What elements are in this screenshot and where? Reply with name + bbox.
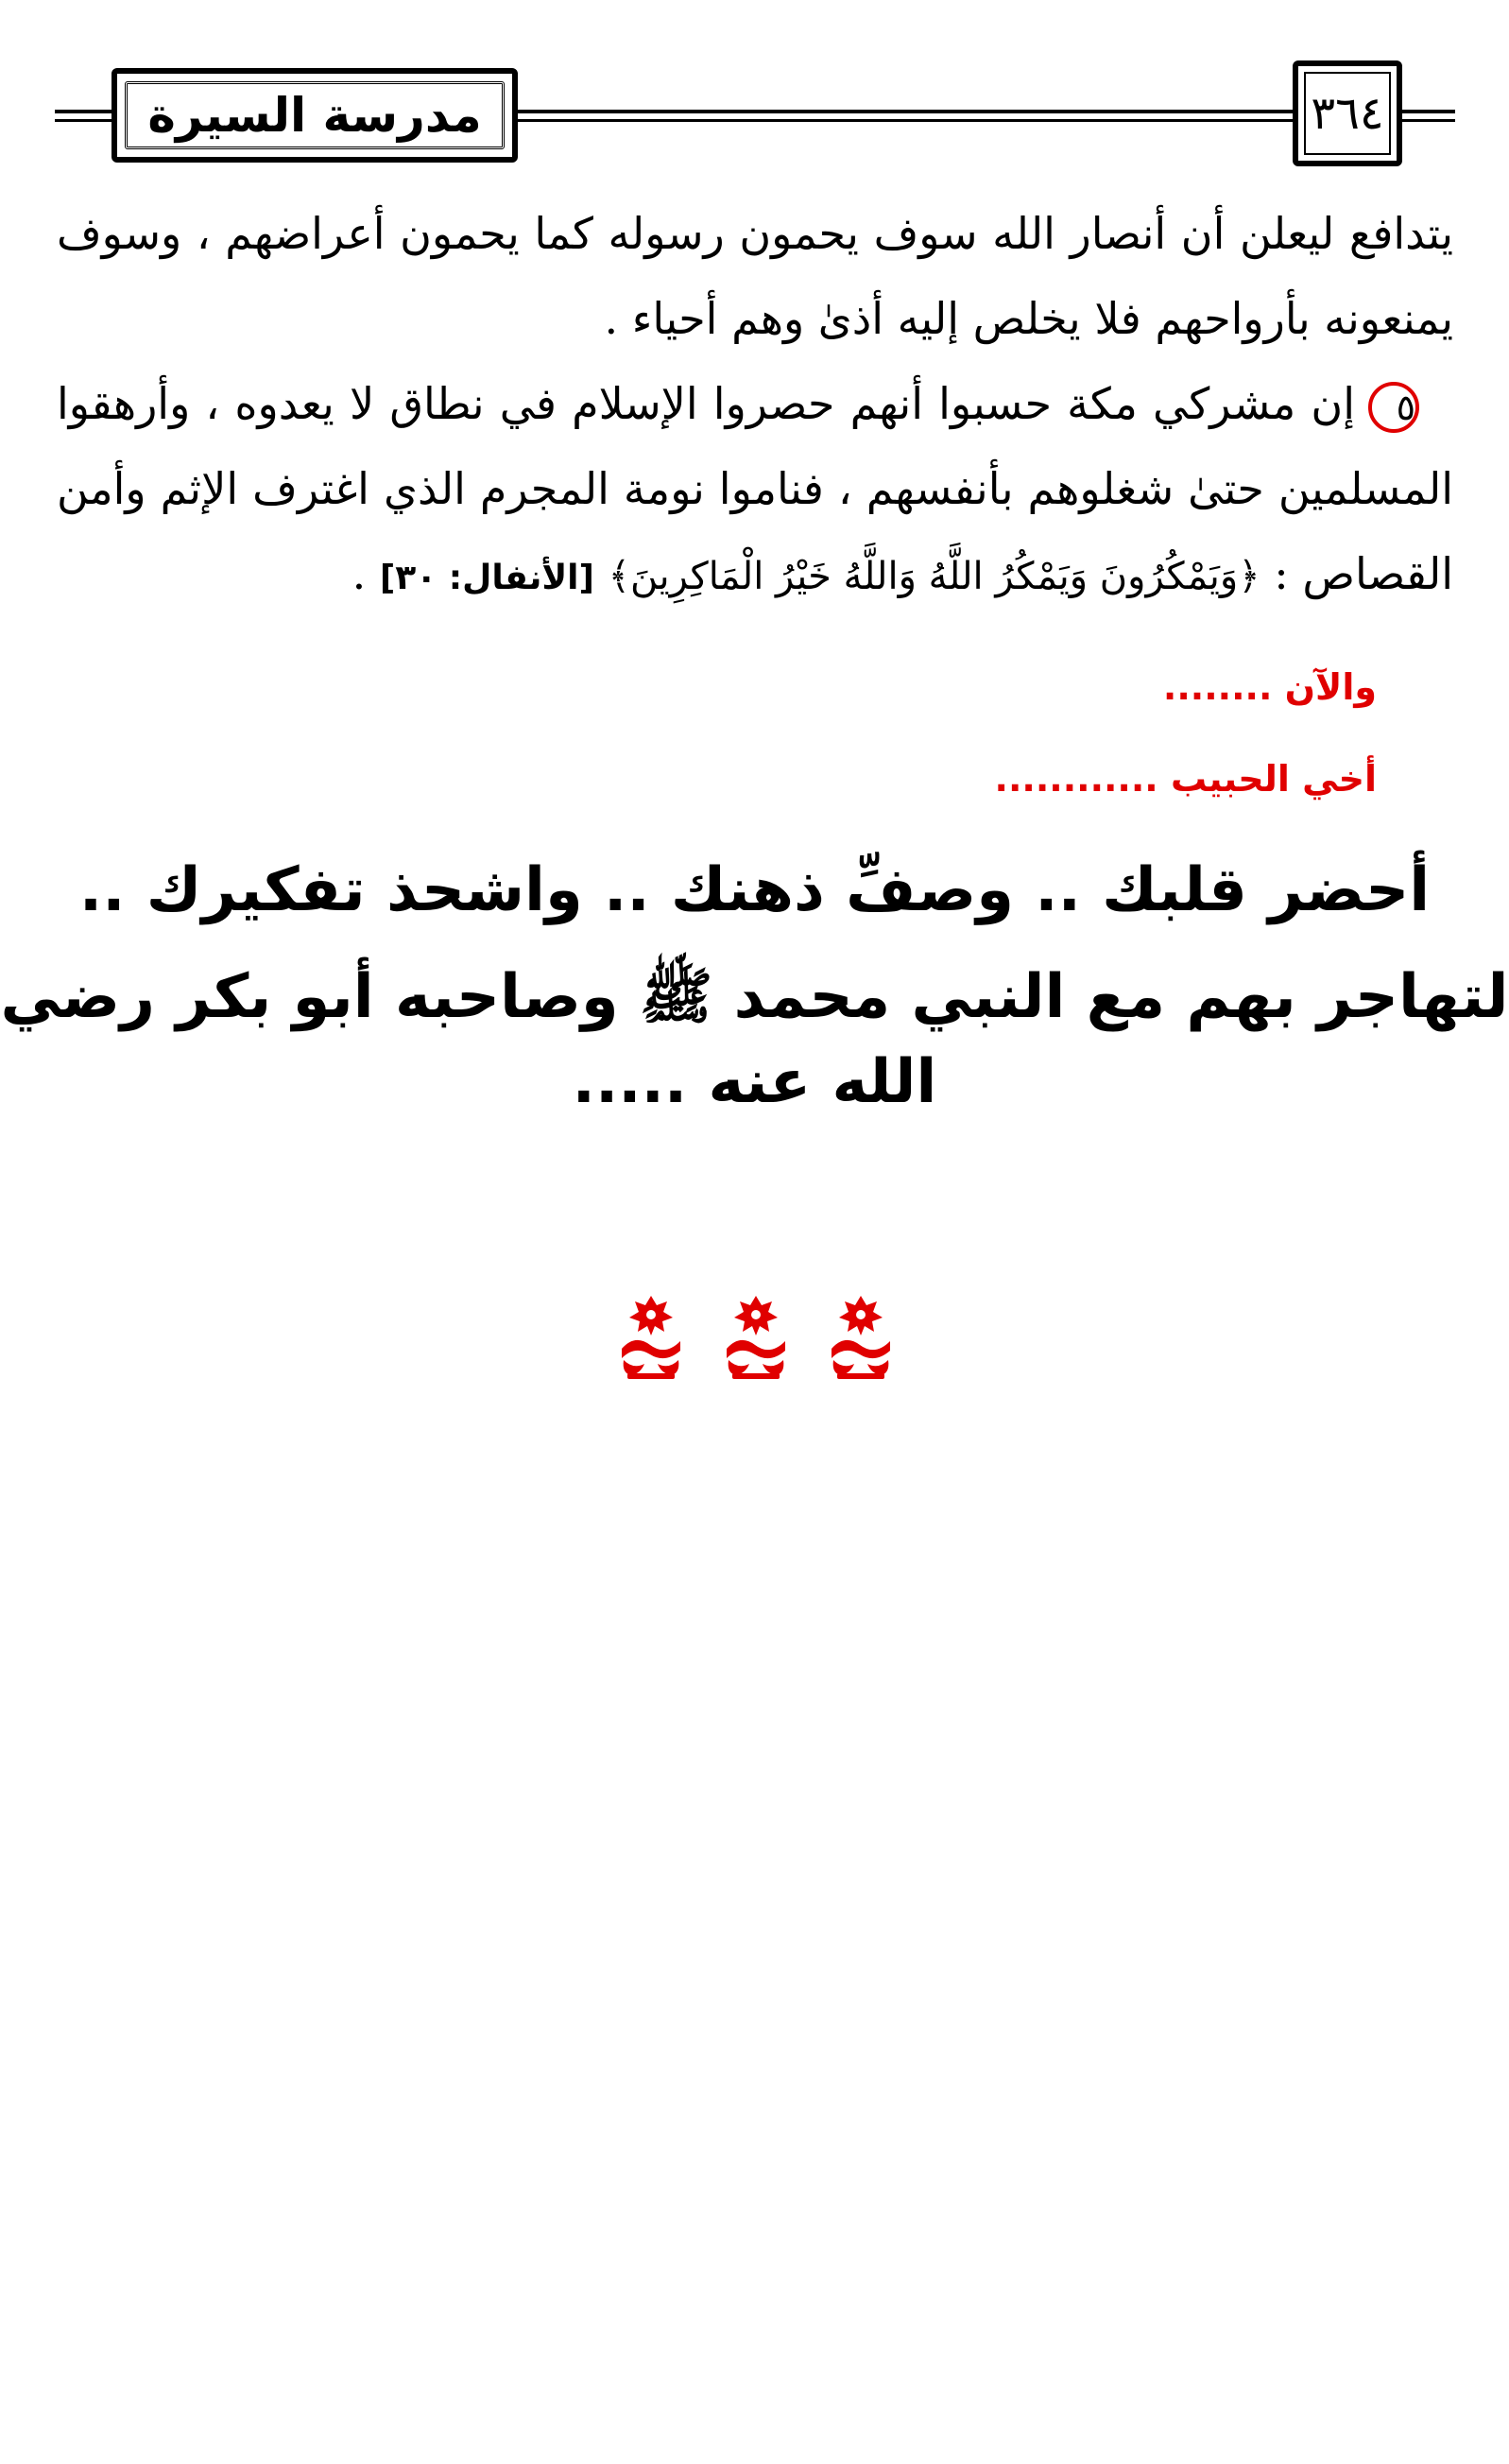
- main-text: [57, 191, 1453, 621]
- floral-ornament-icon: [719, 1292, 793, 1383]
- floral-ornament-icon: [824, 1292, 898, 1383]
- red-heading-dear-brother: أخي الحبيب ............: [994, 758, 1377, 800]
- page-header: [55, 59, 1455, 172]
- paragraph-2: [57, 361, 1453, 621]
- section-divider-ornaments: [614, 1285, 898, 1389]
- red-heading-now: والآن ........: [1162, 666, 1377, 708]
- quran-verse: ﴿وَيَمْكُرُونَ وَيَمْكُرُ اللَّهُ وَاللَّهُ خَيْرُ الْمَاكِرِينَ﴾: [608, 555, 1260, 598]
- book-title-frame: [111, 68, 518, 163]
- callout-line-1: أحضر قلبك .. وصفِّ ذهنك .. واشحذ تفكيرك ..: [78, 855, 1431, 925]
- quran-reference: [الأنفال: ٣٠]: [379, 559, 594, 597]
- callout-line-2: لتهاجر بهم مع النبي محمد ﷺ وصاحبه أبو بكر رضي الله عنه .....: [0, 962, 1509, 1117]
- book-title: مدرسة السيرة: [147, 88, 482, 143]
- point-number-badge: ٥: [1368, 382, 1419, 433]
- paragraph-2-text: إن مشركي مكة حسبوا أنهم حصروا الإسلام في نطاق لا يعدوه ، وأرهقوا المسلمين حتىٰ شغلوهم بأنفسهم ، فناموا نومة المجرم الذي اغترف الإثم وأمن القصاص :: [57, 378, 1453, 599]
- paragraph-1: يتدافع ليعلن أن أنصار الله سوف يحمون رسوله كما يحمون أعراضهم ، وسوف يمنعونه بأرواحهم فلا يخلص إليه أذىٰ وهم أحياء .: [57, 208, 1453, 344]
- paragraph-2-end: .: [352, 548, 367, 599]
- page-number-frame: [1293, 60, 1402, 166]
- floral-ornament-icon: [614, 1292, 688, 1383]
- page-number: ٣٦٤: [1311, 87, 1384, 140]
